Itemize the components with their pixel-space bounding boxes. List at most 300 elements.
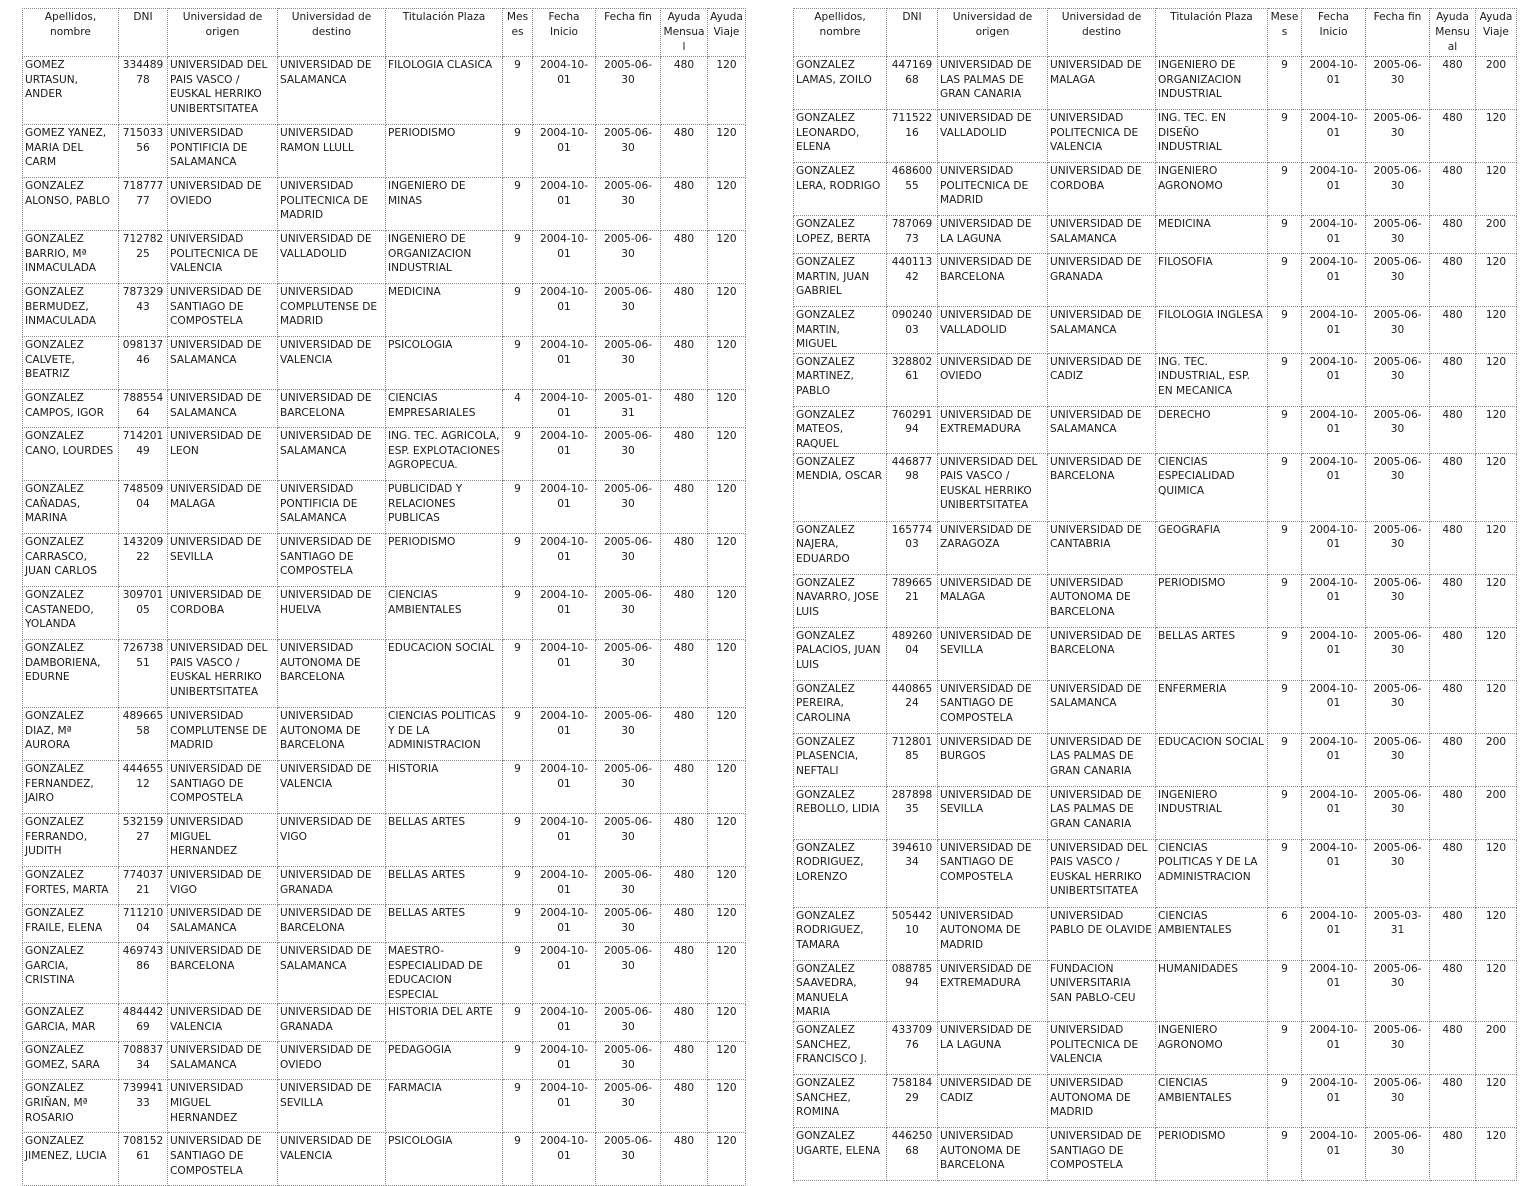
cell-end-date: 2005-06-30 — [596, 1080, 661, 1133]
cell-name: GONZALEZ NAVARRO, JOSE LUIS — [794, 574, 887, 627]
table-row — [23, 390, 746, 428]
cell-months: 9 — [503, 284, 533, 337]
cell-start-date: 2004-10-01 — [533, 390, 596, 428]
table-row — [23, 534, 746, 587]
cell-start-date: 2004-10-01 — [533, 1133, 596, 1186]
cell-months: 9 — [1268, 216, 1302, 254]
cell-end-date: 2005-06-30 — [596, 708, 661, 761]
cell-end-date: 2005-03-31 — [1366, 907, 1430, 960]
cell-destination-university: UNIVERSIDAD DE SEVILLA — [278, 1080, 386, 1133]
cell-travel-aid: 200 — [1476, 216, 1517, 254]
cell-origin-university: UNIVERSIDAD DE VIGO — [168, 867, 278, 905]
cell-dni: 71278225 — [119, 231, 168, 284]
cell-monthly-aid: 480 — [1430, 453, 1476, 521]
cell-months: 9 — [503, 1080, 533, 1133]
cell-travel-aid: 120 — [708, 231, 746, 284]
cell-dni: 43370976 — [887, 1021, 938, 1074]
table-row — [23, 640, 746, 708]
cell-destination-university: UNIVERSIDAD AUTONOMA DE BARCELONA — [278, 640, 386, 708]
cell-travel-aid: 120 — [708, 943, 746, 1004]
cell-travel-aid: 120 — [1476, 627, 1517, 680]
cell-dni: 71503356 — [119, 125, 168, 178]
cell-start-date: 2004-10-01 — [1302, 216, 1366, 254]
cell-months: 9 — [503, 814, 533, 867]
cell-end-date: 2005-06-30 — [596, 1004, 661, 1042]
cell-travel-aid: 120 — [708, 284, 746, 337]
cell-monthly-aid: 480 — [661, 640, 708, 708]
cell-origin-university: UNIVERSIDAD DEL PAIS VASCO / EUSKAL HERRIKO UNIBERTSITATEA — [938, 453, 1048, 521]
cell-destination-university: UNIVERSIDAD DE VALENCIA — [278, 337, 386, 390]
cell-travel-aid: 120 — [708, 867, 746, 905]
cell-dni: 73994133 — [119, 1080, 168, 1133]
cell-monthly-aid: 480 — [661, 905, 708, 943]
cell-dni: 77403721 — [119, 867, 168, 905]
cell-months: 9 — [503, 943, 533, 1004]
cell-destination-university: UNIVERSIDAD DE SANTIAGO DE COMPOSTELA — [1048, 1127, 1156, 1180]
cell-travel-aid: 120 — [708, 125, 746, 178]
cell-start-date: 2004-10-01 — [533, 905, 596, 943]
header-dni: DNI — [887, 9, 938, 57]
cell-start-date: 2004-10-01 — [533, 867, 596, 905]
cell-origin-university: UNIVERSIDAD DE SEVILLA — [938, 786, 1048, 839]
cell-origin-university: UNIVERSIDAD DE VALENCIA — [168, 1004, 278, 1042]
cell-degree: FARMACIA — [386, 1080, 503, 1133]
table-row — [794, 521, 1517, 574]
cell-months: 9 — [1268, 521, 1302, 574]
cell-name: GONZALEZ CAÑADAS, MARINA — [23, 481, 119, 534]
cell-start-date: 2004-10-01 — [533, 337, 596, 390]
cell-monthly-aid: 480 — [661, 231, 708, 284]
table-row — [794, 839, 1517, 907]
cell-name: GONZALEZ LEONARDO, ELENA — [794, 110, 887, 163]
cell-months: 9 — [1268, 254, 1302, 307]
cell-destination-university: UNIVERSIDAD RAMON LLULL — [278, 125, 386, 178]
table-row — [794, 353, 1517, 406]
cell-end-date: 2005-01-31 — [596, 390, 661, 428]
cell-start-date: 2004-10-01 — [533, 428, 596, 481]
cell-destination-university: UNIVERSIDAD DE BARCELONA — [278, 390, 386, 428]
cell-name: GONZALEZ BARRIO, Mª INMACULADA — [23, 231, 119, 284]
cell-destination-university: UNIVERSIDAD DE SALAMANCA — [278, 57, 386, 125]
cell-degree: MAESTRO-ESPECIALIDAD DE EDUCACION ESPECIAL — [386, 943, 503, 1004]
table-row — [794, 307, 1517, 354]
cell-monthly-aid: 480 — [661, 587, 708, 640]
cell-name: GONZALEZ RODRIGUEZ, LORENZO — [794, 839, 887, 907]
cell-start-date: 2004-10-01 — [1302, 353, 1366, 406]
cell-months: 9 — [1268, 353, 1302, 406]
cell-name: GONZALEZ MARTIN, JUAN GABRIEL — [794, 254, 887, 307]
cell-months: 9 — [503, 905, 533, 943]
cell-destination-university: UNIVERSIDAD DE LAS PALMAS DE GRAN CANARIA — [1048, 786, 1156, 839]
cell-degree: CIENCIAS AMBIENTALES — [1156, 907, 1268, 960]
cell-dni: 76029194 — [887, 406, 938, 453]
cell-travel-aid: 200 — [1476, 733, 1517, 786]
cell-end-date: 2005-06-30 — [1366, 1127, 1430, 1180]
cell-travel-aid: 200 — [1476, 57, 1517, 110]
cell-months: 9 — [1268, 1021, 1302, 1074]
cell-name: GONZALEZ MARTIN, MIGUEL — [794, 307, 887, 354]
cell-monthly-aid: 480 — [661, 761, 708, 814]
cell-destination-university: UNIVERSIDAD DEL PAIS VASCO / EUSKAL HERRIKO UNIBERTSITATEA — [1048, 839, 1156, 907]
cell-end-date: 2005-06-30 — [596, 57, 661, 125]
header-travel-aid: Ayuda Viaje — [708, 9, 746, 57]
cell-degree: PSICOLOGIA — [386, 337, 503, 390]
cell-degree: HUMANIDADES — [1156, 960, 1268, 1021]
cell-name: GONZALEZ CAMPOS, IGOR — [23, 390, 119, 428]
cell-origin-university: UNIVERSIDAD DE BARCELONA — [168, 943, 278, 1004]
cell-end-date: 2005-06-30 — [1366, 406, 1430, 453]
cell-monthly-aid: 480 — [1430, 521, 1476, 574]
cell-months: 9 — [1268, 1127, 1302, 1180]
cell-monthly-aid: 480 — [661, 943, 708, 1004]
cell-travel-aid: 120 — [708, 1080, 746, 1133]
table-row — [23, 481, 746, 534]
cell-end-date: 2005-06-30 — [1366, 353, 1430, 406]
cell-dni: 53215927 — [119, 814, 168, 867]
header-destination-university: Universidad de destino — [1048, 9, 1156, 57]
cell-degree: ING. TEC. INDUSTRIAL, ESP. EN MECANICA — [1156, 353, 1268, 406]
cell-monthly-aid: 480 — [661, 337, 708, 390]
cell-name: GONZALEZ GOMEZ, SARA — [23, 1042, 119, 1080]
cell-travel-aid: 200 — [1476, 1021, 1517, 1074]
right-page — [793, 8, 1516, 1181]
cell-end-date: 2005-06-30 — [1366, 254, 1430, 307]
table-row — [23, 708, 746, 761]
cell-monthly-aid: 480 — [1430, 786, 1476, 839]
cell-monthly-aid: 480 — [1430, 680, 1476, 733]
cell-degree: CIENCIAS EMPRESARIALES — [386, 390, 503, 428]
cell-end-date: 2005-06-30 — [596, 1042, 661, 1080]
cell-end-date: 2005-06-30 — [596, 640, 661, 708]
cell-degree: GEOGRAFIA — [1156, 521, 1268, 574]
cell-degree: INGENIERO DE MINAS — [386, 178, 503, 231]
cell-end-date: 2005-06-30 — [596, 905, 661, 943]
cell-end-date: 2005-06-30 — [1366, 110, 1430, 163]
cell-end-date: 2005-06-30 — [1366, 216, 1430, 254]
cell-destination-university: UNIVERSIDAD DE VALENCIA — [278, 1133, 386, 1186]
cell-end-date: 2005-06-30 — [596, 943, 661, 1004]
cell-destination-university: UNIVERSIDAD DE BARCELONA — [1048, 453, 1156, 521]
cell-destination-university: UNIVERSIDAD DE GRANADA — [1048, 254, 1156, 307]
header-travel-aid: Ayuda Viaje — [1476, 9, 1517, 57]
cell-degree: FILOLOGIA INGLESA — [1156, 307, 1268, 354]
cell-months: 9 — [503, 708, 533, 761]
cell-monthly-aid: 480 — [1430, 216, 1476, 254]
cell-dni: 44716968 — [887, 57, 938, 110]
cell-name: GONZALEZ MARTINEZ, PABLO — [794, 353, 887, 406]
cell-degree: BELLAS ARTES — [386, 867, 503, 905]
cell-months: 9 — [1268, 57, 1302, 110]
cell-months: 9 — [1268, 680, 1302, 733]
cell-destination-university: UNIVERSIDAD DE CORDOBA — [1048, 163, 1156, 216]
cell-name: GONZALEZ SANCHEZ, FRANCISCO J. — [794, 1021, 887, 1074]
cell-name: GONZALEZ SANCHEZ, ROMINA — [794, 1074, 887, 1127]
cell-degree: CIENCIAS AMBIENTALES — [1156, 1074, 1268, 1127]
cell-travel-aid: 120 — [1476, 406, 1517, 453]
cell-origin-university: UNIVERSIDAD DE CADIZ — [938, 1074, 1048, 1127]
cell-name: GOMEZ URTASUN, ANDER — [23, 57, 119, 125]
cell-start-date: 2004-10-01 — [1302, 960, 1366, 1021]
cell-dni: 78732943 — [119, 284, 168, 337]
table-row — [794, 627, 1517, 680]
cell-travel-aid: 120 — [708, 814, 746, 867]
right-table — [793, 8, 1517, 1181]
cell-months: 9 — [1268, 163, 1302, 216]
cell-name: GONZALEZ BERMUDEZ, INMACULADA — [23, 284, 119, 337]
cell-travel-aid: 120 — [1476, 1127, 1517, 1180]
cell-monthly-aid: 480 — [661, 814, 708, 867]
cell-start-date: 2004-10-01 — [1302, 1021, 1366, 1074]
cell-travel-aid: 120 — [708, 1004, 746, 1042]
cell-dni: 28789835 — [887, 786, 938, 839]
cell-start-date: 2004-10-01 — [533, 481, 596, 534]
cell-start-date: 2004-10-01 — [1302, 786, 1366, 839]
header-monthly-aid: Ayuda Mensual — [1430, 9, 1476, 57]
cell-name: GONZALEZ ALONSO, PABLO — [23, 178, 119, 231]
cell-end-date: 2005-06-30 — [1366, 521, 1430, 574]
cell-months: 9 — [1268, 1074, 1302, 1127]
cell-end-date: 2005-06-30 — [596, 125, 661, 178]
cell-origin-university: UNIVERSIDAD DE SEVILLA — [938, 627, 1048, 680]
cell-monthly-aid: 480 — [1430, 353, 1476, 406]
cell-destination-university: UNIVERSIDAD DE MALAGA — [1048, 57, 1156, 110]
cell-degree: ING. TEC. AGRICOLA, ESP. EXPLOTACIONES AGROPECUA. — [386, 428, 503, 481]
cell-monthly-aid: 480 — [1430, 839, 1476, 907]
cell-name: GONZALEZ FORTES, MARTA — [23, 867, 119, 905]
cell-destination-university: UNIVERSIDAD AUTONOMA DE BARCELONA — [1048, 574, 1156, 627]
cell-travel-aid: 120 — [708, 1133, 746, 1186]
header-end-date: Fecha fin — [1366, 9, 1430, 57]
table-row — [794, 406, 1517, 453]
table-row — [794, 254, 1517, 307]
cell-origin-university: UNIVERSIDAD DE CORDOBA — [168, 587, 278, 640]
cell-monthly-aid: 480 — [661, 284, 708, 337]
cell-end-date: 2005-06-30 — [1366, 574, 1430, 627]
cell-name: GONZALEZ PALACIOS, JUAN LUIS — [794, 627, 887, 680]
cell-origin-university: UNIVERSIDAD DE SEVILLA — [168, 534, 278, 587]
cell-travel-aid: 120 — [708, 640, 746, 708]
cell-dni: 78855464 — [119, 390, 168, 428]
cell-origin-university: UNIVERSIDAD DE VALLADOLID — [938, 307, 1048, 354]
cell-end-date: 2005-06-30 — [596, 814, 661, 867]
cell-travel-aid: 120 — [708, 390, 746, 428]
table-row — [23, 337, 746, 390]
cell-start-date: 2004-10-01 — [1302, 254, 1366, 307]
cell-destination-university: UNIVERSIDAD COMPLUTENSE DE MADRID — [278, 284, 386, 337]
cell-origin-university: UNIVERSIDAD DE SANTIAGO DE COMPOSTELA — [938, 680, 1048, 733]
cell-degree: INGENIERO AGRONOMO — [1156, 1021, 1268, 1074]
cell-travel-aid: 120 — [1476, 353, 1517, 406]
cell-degree: HISTORIA DEL ARTE — [386, 1004, 503, 1042]
cell-start-date: 2004-10-01 — [1302, 453, 1366, 521]
header-dni: DNI — [119, 9, 168, 57]
cell-travel-aid: 120 — [1476, 163, 1517, 216]
cell-name: GONZALEZ GARCIA, CRISTINA — [23, 943, 119, 1004]
table-row — [794, 163, 1517, 216]
cell-destination-university: UNIVERSIDAD DE SALAMANCA — [278, 428, 386, 481]
cell-travel-aid: 120 — [1476, 960, 1517, 1021]
cell-degree: ENFERMERIA — [1156, 680, 1268, 733]
table-row — [23, 943, 746, 1004]
cell-destination-university: UNIVERSIDAD DE SALAMANCA — [1048, 680, 1156, 733]
cell-start-date: 2004-10-01 — [533, 178, 596, 231]
cell-dni: 75818429 — [887, 1074, 938, 1127]
cell-degree: CIENCIAS ESPECIALIDAD QUIMICA — [1156, 453, 1268, 521]
cell-destination-university: UNIVERSIDAD DE SALAMANCA — [278, 943, 386, 1004]
cell-start-date: 2004-10-01 — [1302, 1074, 1366, 1127]
cell-destination-university: UNIVERSIDAD DE SALAMANCA — [1048, 216, 1156, 254]
cell-destination-university: UNIVERSIDAD DE SALAMANCA — [1048, 406, 1156, 453]
cell-origin-university: UNIVERSIDAD DE LAS PALMAS DE GRAN CANARIA — [938, 57, 1048, 110]
cell-name: GONZALEZ REBOLLO, LIDIA — [794, 786, 887, 839]
cell-dni: 71152216 — [887, 110, 938, 163]
cell-origin-university: UNIVERSIDAD DE SALAMANCA — [168, 337, 278, 390]
cell-destination-university: UNIVERSIDAD DE GRANADA — [278, 1004, 386, 1042]
cell-origin-university: UNIVERSIDAD DE LA LAGUNA — [938, 1021, 1048, 1074]
cell-months: 9 — [1268, 627, 1302, 680]
header-start-date: Fecha Inicio — [533, 9, 596, 57]
header-end-date: Fecha fin — [596, 9, 661, 57]
cell-monthly-aid: 480 — [661, 178, 708, 231]
cell-origin-university: UNIVERSIDAD DE VALLADOLID — [938, 110, 1048, 163]
cell-end-date: 2005-06-30 — [1366, 307, 1430, 354]
cell-degree: FILOSOFIA — [1156, 254, 1268, 307]
cell-name: GONZALEZ LOPEZ, BERTA — [794, 216, 887, 254]
cell-travel-aid: 120 — [708, 1042, 746, 1080]
cell-degree: INGENIERO DE ORGANIZACION INDUSTRIAL — [386, 231, 503, 284]
cell-monthly-aid: 480 — [661, 481, 708, 534]
table-row — [794, 110, 1517, 163]
cell-origin-university: UNIVERSIDAD DE EXTREMADURA — [938, 406, 1048, 453]
cell-degree: ING. TEC. EN DISEÑO INDUSTRIAL — [1156, 110, 1268, 163]
cell-degree: CIENCIAS POLITICAS Y DE LA ADMINISTRACION — [386, 708, 503, 761]
cell-start-date: 2004-10-01 — [533, 814, 596, 867]
cell-origin-university: UNIVERSIDAD DE LA LAGUNA — [938, 216, 1048, 254]
left-header-row — [23, 9, 746, 57]
cell-monthly-aid: 480 — [661, 390, 708, 428]
cell-origin-university: UNIVERSIDAD DE EXTREMADURA — [938, 960, 1048, 1021]
cell-end-date: 2005-06-30 — [1366, 1074, 1430, 1127]
cell-origin-university: UNIVERSIDAD POLITECNICA DE MADRID — [938, 163, 1048, 216]
cell-monthly-aid: 480 — [661, 1133, 708, 1186]
cell-name: GONZALEZ SAAVEDRA, MANUELA MARIA — [794, 960, 887, 1021]
cell-dni: 16577403 — [887, 521, 938, 574]
cell-travel-aid: 120 — [1476, 839, 1517, 907]
right-header-row — [794, 9, 1517, 57]
cell-origin-university: UNIVERSIDAD DE SANTIAGO DE COMPOSTELA — [168, 1133, 278, 1186]
cell-monthly-aid: 480 — [661, 1042, 708, 1080]
cell-months: 9 — [503, 867, 533, 905]
cell-months: 9 — [503, 428, 533, 481]
header-start-date: Fecha Inicio — [1302, 9, 1366, 57]
cell-months: 9 — [503, 1042, 533, 1080]
cell-months: 9 — [503, 587, 533, 640]
cell-months: 9 — [1268, 110, 1302, 163]
cell-end-date: 2005-06-30 — [596, 1133, 661, 1186]
cell-name: GONZALEZ MENDIA, OSCAR — [794, 453, 887, 521]
cell-destination-university: UNIVERSIDAD DE CADIZ — [1048, 353, 1156, 406]
cell-degree: BELLAS ARTES — [386, 905, 503, 943]
cell-degree: EDUCACION SOCIAL — [1156, 733, 1268, 786]
cell-dni: 44687798 — [887, 453, 938, 521]
cell-destination-university: UNIVERSIDAD DE BARCELONA — [1048, 627, 1156, 680]
cell-monthly-aid: 480 — [661, 428, 708, 481]
cell-name: GONZALEZ CANO, LOURDES — [23, 428, 119, 481]
cell-months: 9 — [503, 1133, 533, 1186]
cell-degree: PUBLICIDAD Y RELACIONES PUBLICAS — [386, 481, 503, 534]
cell-degree: PERIODISMO — [386, 534, 503, 587]
cell-travel-aid: 120 — [708, 708, 746, 761]
cell-months: 9 — [1268, 307, 1302, 354]
cell-start-date: 2004-10-01 — [533, 57, 596, 125]
cell-start-date: 2004-10-01 — [533, 1080, 596, 1133]
left-page — [22, 8, 745, 1186]
table-row — [794, 786, 1517, 839]
cell-dni: 48444269 — [119, 1004, 168, 1042]
cell-start-date: 2004-10-01 — [1302, 1127, 1366, 1180]
cell-monthly-aid: 480 — [1430, 1074, 1476, 1127]
cell-travel-aid: 120 — [708, 587, 746, 640]
cell-monthly-aid: 480 — [1430, 254, 1476, 307]
cell-start-date: 2004-10-01 — [1302, 627, 1366, 680]
cell-origin-university: UNIVERSIDAD AUTONOMA DE MADRID — [938, 907, 1048, 960]
cell-origin-university: UNIVERSIDAD MIGUEL HERNANDEZ — [168, 1080, 278, 1133]
cell-dni: 44086524 — [887, 680, 938, 733]
cell-degree: PERIODISMO — [1156, 1127, 1268, 1180]
cell-dni: 78966521 — [887, 574, 938, 627]
cell-travel-aid: 120 — [708, 481, 746, 534]
cell-name: GONZALEZ JIMENEZ, LUCIA — [23, 1133, 119, 1186]
cell-name: GOMEZ YANEZ, MARIA DEL CARM — [23, 125, 119, 178]
header-degree: Titulación Plaza — [386, 9, 503, 57]
cell-dni: 71877777 — [119, 178, 168, 231]
cell-origin-university: UNIVERSIDAD DE SANTIAGO DE COMPOSTELA — [938, 839, 1048, 907]
cell-end-date: 2005-06-30 — [1366, 627, 1430, 680]
cell-monthly-aid: 480 — [1430, 960, 1476, 1021]
cell-destination-university: UNIVERSIDAD DE HUELVA — [278, 587, 386, 640]
cell-name: GONZALEZ FRAILE, ELENA — [23, 905, 119, 943]
header-monthly-aid: Ayuda Mensual — [661, 9, 708, 57]
header-name: Apellidos, nombre — [794, 9, 887, 57]
cell-months: 9 — [503, 534, 533, 587]
cell-degree: INGENIERO AGRONOMO — [1156, 163, 1268, 216]
cell-name: GONZALEZ DAMBORIENA, EDURNE — [23, 640, 119, 708]
cell-destination-university: UNIVERSIDAD DE VIGO — [278, 814, 386, 867]
cell-start-date: 2004-10-01 — [533, 708, 596, 761]
cell-months: 9 — [503, 337, 533, 390]
cell-dni: 70815261 — [119, 1133, 168, 1186]
cell-name: GONZALEZ GRIÑAN, Mª ROSARIO — [23, 1080, 119, 1133]
cell-months: 9 — [1268, 453, 1302, 521]
cell-dni: 71280185 — [887, 733, 938, 786]
cell-monthly-aid: 480 — [1430, 110, 1476, 163]
cell-months: 9 — [1268, 733, 1302, 786]
cell-dni: 44625068 — [887, 1127, 938, 1180]
cell-end-date: 2005-06-30 — [1366, 57, 1430, 110]
header-origin-university: Universidad de origen — [938, 9, 1048, 57]
cell-destination-university: UNIVERSIDAD PABLO DE OLAVIDE — [1048, 907, 1156, 960]
table-row — [794, 907, 1517, 960]
cell-name: GONZALEZ CARRASCO, JUAN CARLOS — [23, 534, 119, 587]
cell-degree: EDUCACION SOCIAL — [386, 640, 503, 708]
cell-degree: PEDAGOGIA — [386, 1042, 503, 1080]
table-row — [23, 761, 746, 814]
cell-degree: INGENIERO INDUSTRIAL — [1156, 786, 1268, 839]
cell-monthly-aid: 480 — [1430, 733, 1476, 786]
cell-origin-university: UNIVERSIDAD DEL PAIS VASCO / EUSKAL HERRIKO UNIBERTSITATEA — [168, 640, 278, 708]
cell-origin-university: UNIVERSIDAD DE MALAGA — [938, 574, 1048, 627]
cell-start-date: 2004-10-01 — [533, 640, 596, 708]
